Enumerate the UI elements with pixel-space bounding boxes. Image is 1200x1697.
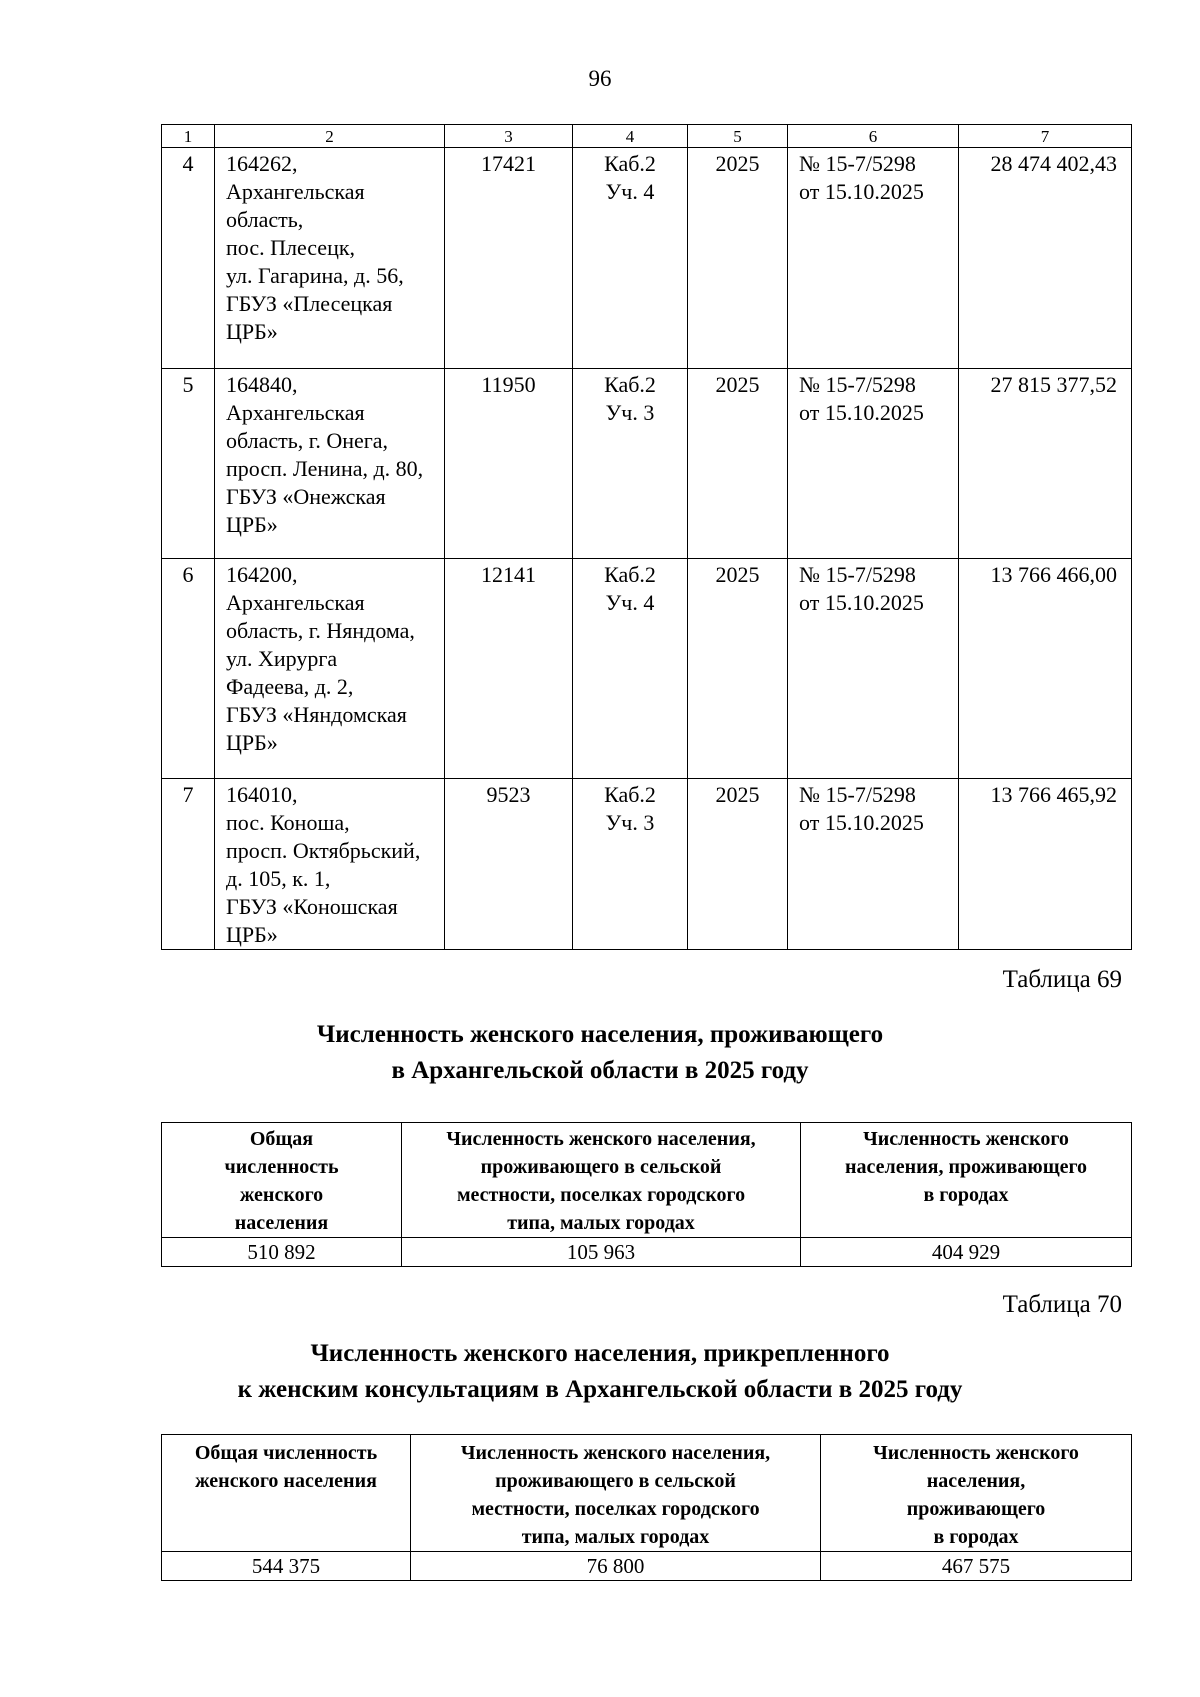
room-cell: Каб.2 Уч. 3 <box>573 779 688 950</box>
count-cell: 11950 <box>445 369 573 559</box>
row-number: 7 <box>162 779 215 950</box>
table-row <box>162 1238 1132 1267</box>
row-number: 4 <box>162 148 215 369</box>
column-number: 3 <box>445 125 573 148</box>
column-header: Общая численность женского населения <box>162 1123 402 1238</box>
table-70-title-line-1: Численность женского населения, прикрепленного <box>310 1340 890 1367</box>
column-number: 2 <box>215 125 445 148</box>
order-cell: № 15-7/5298 от 15.10.2025 <box>788 779 959 950</box>
sum-cell: 28 474 402,43 <box>959 148 1132 369</box>
column-number: 5 <box>688 125 788 148</box>
table-70-title <box>0 1336 1200 1408</box>
table-70-title-line-2: к женским консультациям в Архангельской области в 2025 году <box>237 1376 963 1403</box>
year-cell: 2025 <box>688 559 788 779</box>
page-number: 96 <box>588 66 612 91</box>
address-cell: 164840, Архангельская область, г. Онега, просп. Ленина, д. 80, ГБУЗ «Онежская ЦРБ» <box>215 369 445 559</box>
column-number: 6 <box>788 125 959 148</box>
column-number-row <box>162 125 1132 148</box>
year-cell: 2025 <box>688 148 788 369</box>
order-cell: № 15-7/5298 от 15.10.2025 <box>788 369 959 559</box>
value-cell: 404 929 <box>801 1238 1132 1267</box>
column-header: Численность женского населения, проживающего в городах <box>801 1123 1132 1238</box>
table-row <box>162 369 1132 559</box>
column-header: Численность женского населения, проживающего в сельской местности, поселках городского типа, малых городах <box>402 1123 801 1238</box>
column-header: Общая численность женского населения <box>162 1435 411 1552</box>
table-70-label: Таблица 70 <box>1002 1291 1122 1318</box>
value-cell: 467 575 <box>821 1552 1132 1581</box>
column-header: Численность женского населения, проживающего в сельской местности, поселках городского типа, малых городах <box>411 1435 821 1552</box>
address-cell: 164200, Архангельская область, г. Няндома, ул. Хирурга Фадеева, д. 2, ГБУЗ «Няндомская ЦРБ» <box>215 559 445 779</box>
row-number: 5 <box>162 369 215 559</box>
table-69-title <box>0 1017 1200 1089</box>
column-number: 7 <box>959 125 1132 148</box>
table-row <box>162 1552 1132 1581</box>
order-cell: № 15-7/5298 от 15.10.2025 <box>788 559 959 779</box>
room-cell: Каб.2 Уч. 4 <box>573 148 688 369</box>
table-header-row <box>162 1435 1132 1552</box>
year-cell: 2025 <box>688 369 788 559</box>
table-69-title-line-2: в Архангельской области в 2025 году <box>391 1057 809 1084</box>
column-number: 4 <box>573 125 688 148</box>
column-number: 1 <box>162 125 215 148</box>
room-cell: Каб.2 Уч. 4 <box>573 559 688 779</box>
value-cell: 105 963 <box>402 1238 801 1267</box>
value-cell: 76 800 <box>411 1552 821 1581</box>
table-70 <box>161 1434 1132 1581</box>
table-row <box>162 559 1132 779</box>
table-69-title-line-1: Численность женского населения, проживающего <box>316 1021 884 1048</box>
address-cell: 164010, пос. Коноша, просп. Октябрьский, д. 105, к. 1, ГБУЗ «Коношская ЦРБ» <box>215 779 445 950</box>
address-cell: 164262, Архангельская область, пос. Плесецк, ул. Гагарина, д. 56, ГБУЗ «Плесецкая ЦРБ» <box>215 148 445 369</box>
sum-cell: 13 766 465,92 <box>959 779 1132 950</box>
order-cell: № 15-7/5298 от 15.10.2025 <box>788 148 959 369</box>
count-cell: 17421 <box>445 148 573 369</box>
table-row <box>162 148 1132 369</box>
column-header: Численность женского населения, проживающего в городах <box>821 1435 1132 1552</box>
year-cell: 2025 <box>688 779 788 950</box>
row-number: 6 <box>162 559 215 779</box>
count-cell: 9523 <box>445 779 573 950</box>
sum-cell: 13 766 466,00 <box>959 559 1132 779</box>
count-cell: 12141 <box>445 559 573 779</box>
value-cell: 544 375 <box>162 1552 411 1581</box>
room-cell: Каб.2 Уч. 3 <box>573 369 688 559</box>
table-69 <box>161 1122 1132 1267</box>
continuation-table <box>161 124 1132 950</box>
value-cell: 510 892 <box>162 1238 402 1267</box>
table-row <box>162 779 1132 950</box>
table-69-label: Таблица 69 <box>1002 966 1122 993</box>
table-header-row <box>162 1123 1132 1238</box>
sum-cell: 27 815 377,52 <box>959 369 1132 559</box>
